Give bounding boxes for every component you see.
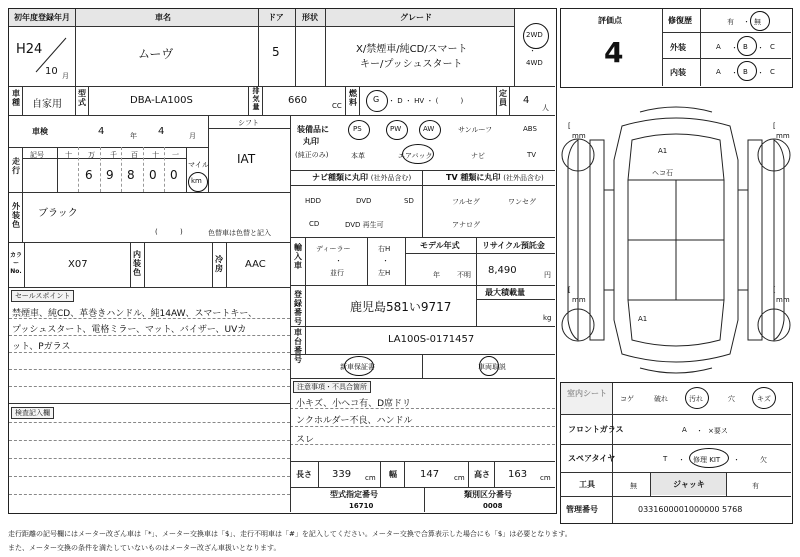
interior-dot2: ・: [757, 69, 764, 77]
first-reg-era: H24: [16, 42, 43, 57]
equip-navi: ナビ: [471, 152, 485, 160]
equipment-label-3: (純正のみ): [295, 151, 329, 159]
notes-label: 注意事項・不具合箇所: [293, 381, 371, 393]
spare-none: 欠: [760, 456, 767, 464]
repair-no: 無: [754, 18, 761, 26]
tv-oneseg: ワンセグ: [508, 198, 536, 206]
interior-grade-c: C: [770, 68, 775, 76]
corner-br: mm: [776, 296, 790, 304]
diagram-note-1: A1: [658, 147, 668, 155]
spare-dot1: ・: [678, 456, 685, 464]
interior-grade-a: A: [716, 68, 721, 76]
door-count: 5: [272, 45, 280, 59]
corner-bl: mm: [572, 296, 586, 304]
height-value: 163: [508, 469, 528, 480]
recycle-value: 8,490: [488, 265, 517, 276]
mileage-mile: マイル: [188, 161, 209, 169]
max-load-unit: kg: [543, 314, 552, 322]
footer-line-1: 走行距離の記号欄にはメーター改ざん車は「*」、メーター交換車は「$」、走行不明車は「#」を記入してください。メーター交換で合算表示した場合にも「$」は必要となります。: [8, 530, 572, 538]
windshield-dot: ・: [696, 427, 703, 435]
equip-tv: TV: [527, 151, 537, 159]
bracket-tl: [: [568, 122, 571, 130]
grade-line2: キー/プッシュスタート: [360, 59, 463, 70]
sales-line-1: 禁煙車、純CD、革巻きハンドル、純14AW、スマートキー、: [12, 309, 257, 319]
mileage-digit-5: 0: [170, 168, 178, 182]
equipment-label-2: 丸印: [303, 137, 319, 146]
grade-label: グレード: [400, 13, 432, 22]
navi-sd: SD: [404, 197, 414, 205]
usage-label: 車 種: [12, 89, 20, 107]
sheet-kizu: キズ: [757, 395, 771, 403]
shape-label: 形状: [302, 13, 318, 22]
height-label: 高さ: [474, 470, 490, 479]
navi-title: ナビ種類に丸印 (社外品含む): [312, 173, 412, 182]
equip-leather: 本革: [351, 152, 365, 160]
mileage-unit-3: 百: [131, 151, 138, 159]
corner-tr: mm: [776, 132, 790, 140]
inspection-label: 車検: [32, 127, 48, 136]
registration-value: 鹿児島581い9717: [350, 300, 452, 314]
exterior-dot2: ・: [757, 44, 764, 52]
drive-sep: ・: [529, 47, 536, 55]
warranty-right: 車両取説: [478, 363, 506, 371]
color-no-label: カラー No.: [9, 252, 22, 275]
windshield-label: フロントガラス: [568, 425, 624, 434]
displacement-unit: CC: [332, 102, 342, 110]
mgmt-label: 管理番号: [566, 505, 598, 514]
import-rhd: 右H: [378, 245, 391, 253]
import-dealer: ディーラー: [316, 245, 351, 253]
tools-label: 工具: [579, 480, 595, 489]
navi-dvd-play: DVD 再生可: [345, 221, 384, 229]
recycle-label: リサイクル預託金: [482, 241, 545, 250]
navi-dvd: DVD: [356, 197, 372, 205]
recycle-yen: 円: [544, 271, 551, 279]
footer-line-2: また、メーター交換の条件を満たしていないものはメーター改ざん車扱いとなります。: [8, 544, 281, 552]
car-name-label: 車名: [155, 13, 171, 22]
left-sheet: [8, 8, 557, 514]
width-unit: cm: [454, 474, 465, 482]
interior-grade-label: 内装: [670, 68, 686, 77]
exterior-c: C: [770, 43, 775, 51]
mileage-digit-1: 6: [85, 168, 93, 182]
mileage-unit-0: 十: [65, 151, 72, 159]
height-unit: cm: [540, 474, 551, 482]
length-unit: cm: [365, 474, 376, 482]
equip-pw: PW: [390, 125, 402, 133]
usage-value: 自家用: [32, 99, 62, 110]
score-value: 4: [604, 36, 624, 69]
mgmt-value: 0331600001000000 5768: [638, 505, 743, 514]
exterior-b: B: [743, 43, 748, 51]
equip-sunroof: サンルーフ: [458, 126, 493, 134]
chassis-value: LA100S-0171457: [388, 334, 475, 345]
drive-4wd: 4WD: [526, 59, 543, 67]
bracket-br: [: [773, 286, 776, 294]
interior-grade-b: B: [743, 68, 748, 76]
mileage-digit-4: 0: [149, 168, 157, 182]
inspection-year-unit: 年: [130, 132, 137, 140]
interior-label: 内 装 色: [133, 250, 141, 277]
bracket-tr: [: [773, 122, 776, 130]
mileage-digit-3: 8: [127, 168, 135, 182]
right-label-col-bg: [561, 383, 612, 414]
repair-label: 修復歴: [668, 16, 692, 25]
navi-hdd: HDD: [305, 197, 322, 205]
first-reg-month: 10: [45, 66, 58, 77]
spare-label: スペアタイヤ: [568, 454, 616, 463]
exterior-label: 外装: [670, 43, 686, 52]
sheet-yabure: 破れ: [654, 395, 668, 403]
tv-title: TV 種類に丸印 (社外品含む): [446, 173, 544, 182]
drive-2wd: 2WD: [526, 31, 543, 39]
grade-line1: X/禁煙車/純CD/スマート: [356, 44, 468, 55]
notes-line-3: スレ: [296, 435, 315, 445]
equipment-label-1: 装備品に: [297, 125, 329, 134]
max-load-label: 最大積載量: [485, 288, 525, 297]
color-value: ブラック: [38, 208, 78, 219]
registration-label: 登 録 番 号: [294, 290, 302, 326]
equip-abs: ABS: [523, 125, 537, 133]
inspection-month: 4: [158, 126, 165, 137]
fuel-label: 燃 料: [349, 89, 357, 107]
aircon-label: 冷 房: [215, 255, 223, 273]
mileage-km: km: [191, 177, 202, 185]
length-label: 長さ: [296, 470, 312, 479]
length-value: 339: [332, 469, 352, 480]
sheet-koge: コゲ: [620, 395, 634, 403]
inspection-month-unit: 月: [189, 132, 196, 140]
mileage-digit-2: 9: [106, 168, 114, 182]
import-sep: ・: [335, 257, 342, 265]
mileage-unit-2: 千: [110, 151, 117, 159]
color-paren: ( ): [155, 228, 183, 236]
model-year-unknown: 不明: [457, 271, 471, 279]
fuel-options: ・ D ・ HV ・ ( ): [388, 97, 464, 105]
width-label: 幅: [389, 470, 397, 479]
bracket-bl: [: [568, 286, 571, 294]
exterior-a: A: [716, 43, 721, 51]
fuel-g: G: [373, 95, 380, 104]
car-name: ムーヴ: [138, 47, 174, 61]
tv-analog: アナログ: [452, 221, 480, 229]
equip-airbag: エアバック: [398, 152, 433, 160]
header-row: [9, 9, 514, 26]
jack-label: ジャッキ: [673, 480, 705, 489]
sales-points-label: セールスポイント: [11, 290, 74, 302]
equip-aw: AW: [423, 125, 435, 133]
color-label: 外 装 色: [12, 202, 20, 229]
sales-line-2: プッシュスタート、電格ミラー、マット、バイザー、UVカ: [12, 325, 247, 335]
width-value: 147: [420, 469, 440, 480]
capacity-value: 4: [523, 95, 530, 106]
mileage-kigo: 記号: [30, 151, 44, 159]
model-label: 型 式: [78, 89, 86, 107]
car-diagram: [560, 100, 792, 380]
type-designation-value: 16710: [349, 502, 374, 510]
model-year-unit: 年: [433, 271, 440, 279]
corner-tl: mm: [572, 132, 586, 140]
first-reg-month-unit: 月: [62, 72, 69, 80]
equip-ps: PS: [353, 125, 362, 133]
spare-kit: 修理 KIT: [693, 456, 721, 464]
type-designation-label: 型式指定番号: [330, 490, 378, 499]
color-no-value: X07: [68, 259, 88, 270]
jack-value: 有: [752, 482, 759, 490]
mileage-unit-1: 万: [88, 151, 95, 159]
model-value: DBA-LA100S: [130, 95, 193, 106]
notes-line-1: 小キズ、小ヘコ有、D席ドリ: [296, 399, 412, 409]
import-sep2: ・: [382, 257, 389, 265]
door-label: ドア: [268, 13, 284, 22]
category-value: 0008: [483, 502, 503, 510]
sheet-ana: 穴: [728, 395, 735, 403]
score-label: 評価点: [598, 16, 622, 25]
inspector-label: 検査記入欄: [11, 407, 54, 419]
exterior-dot1: ・: [731, 44, 738, 52]
warranty-left: 新車保証書: [340, 363, 375, 371]
tools-value: 無: [630, 482, 637, 490]
navi-cd: CD: [309, 220, 320, 228]
capacity-unit: 人: [542, 104, 549, 112]
color-repaint: 色替車は色替と記入: [208, 229, 271, 237]
model-year-label: モデル年式: [420, 241, 460, 250]
repair-yes: 有: [727, 18, 734, 26]
mileage-unit-5: 一: [172, 151, 179, 159]
mileage-unit-4: 十: [152, 151, 159, 159]
mileage-label: 走 行: [12, 157, 20, 175]
diagram-note-2: ヘコ石: [652, 169, 673, 177]
windshield-other: ×要ス: [708, 427, 728, 435]
chassis-label: 車 台 番 号: [294, 328, 302, 364]
sheet-yogore: 汚れ: [689, 395, 703, 403]
windshield-a: A: [682, 426, 687, 434]
aircon-value: AAC: [245, 259, 266, 270]
category-label: 類別区分番号: [464, 490, 512, 499]
capacity-label: 定 員: [499, 89, 507, 107]
tv-fullseg: フルセグ: [452, 198, 480, 206]
import-label: 輸 入 車: [294, 243, 302, 270]
first-reg-label: 初年度登録年月: [14, 13, 70, 22]
spare-t: T: [663, 455, 668, 463]
notes-line-2: ンクホルダー不良、ハンドル: [296, 416, 413, 426]
shift-value: IAT: [237, 152, 256, 166]
inspection-year: 4: [98, 126, 105, 137]
shift-label: シフト: [238, 119, 259, 127]
import-parallel: 並行: [330, 269, 344, 277]
sales-line-3: ット、Pガラス: [12, 342, 71, 352]
import-lhd: 左H: [378, 269, 391, 277]
interior-dot1: ・: [731, 69, 738, 77]
diagram-note-3: A1: [638, 315, 648, 323]
displacement-value: 660: [288, 95, 308, 106]
displacement-label: 排 気 量: [252, 87, 260, 111]
spare-dot2: ・: [733, 456, 740, 464]
repair-dot: ・: [743, 18, 750, 26]
